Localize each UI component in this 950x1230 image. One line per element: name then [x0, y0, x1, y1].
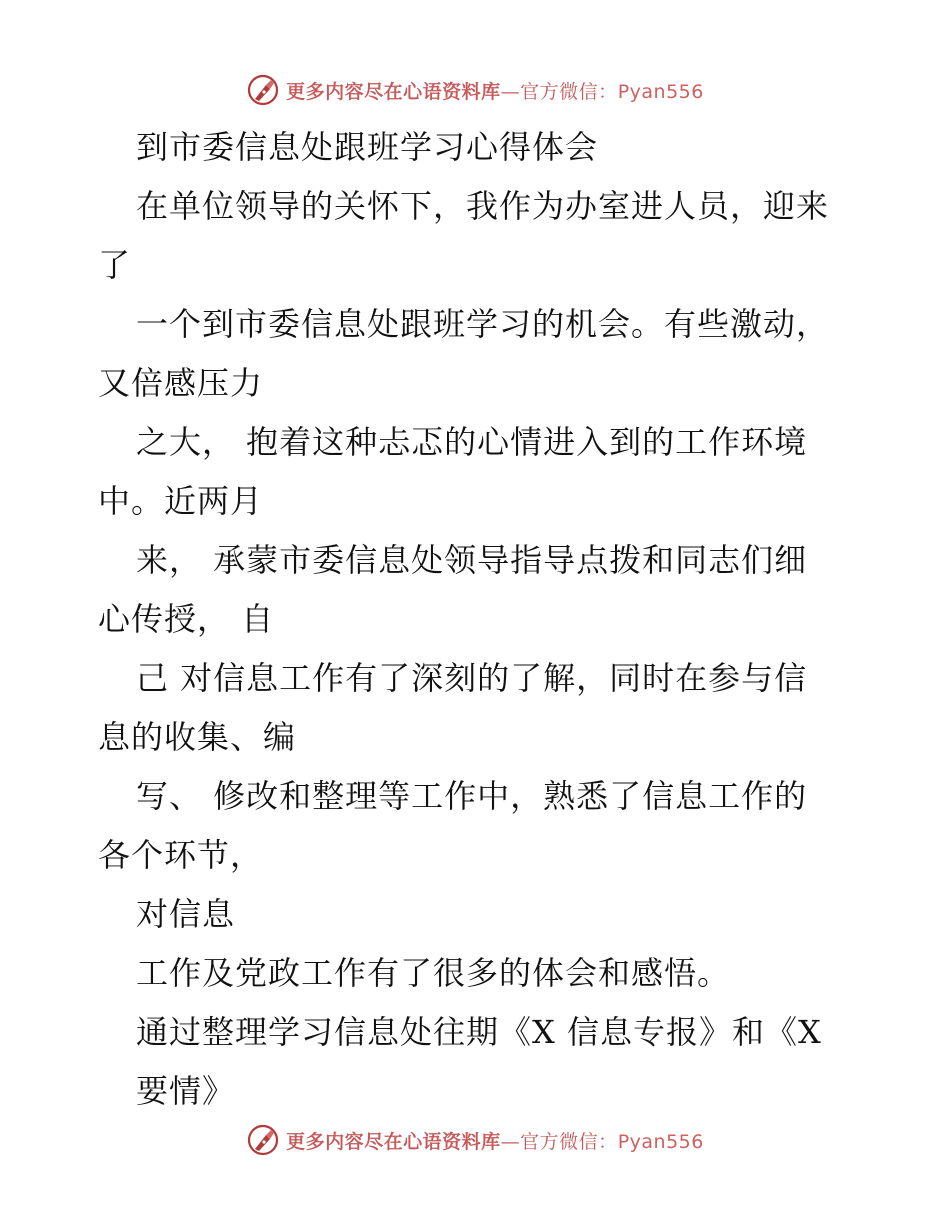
doc-line: 各个环节，	[98, 836, 264, 874]
document-body	[98, 118, 858, 1121]
pen-nib-circle-icon	[246, 1123, 280, 1157]
doc-line: 来， 承蒙市委信息处领导指导点拨和同志们细	[136, 541, 808, 579]
doc-line: 心传授， 自	[98, 600, 275, 638]
doc-line: 之大， 抱着这种忐忑的心情进入到的工作环境	[136, 423, 808, 461]
doc-line: 工作及党政工作有了很多的体会和感悟。	[136, 954, 731, 992]
doc-line: 己 对信息工作有了深刻的了解，同时在参与信	[136, 659, 808, 697]
doc-line: 对信息	[136, 895, 236, 933]
doc-line: 通过整理学习信息处往期《X 信息专报》和《X	[136, 1013, 822, 1051]
banner-separator: —	[500, 1130, 521, 1153]
doc-line: 了	[98, 246, 132, 284]
banner-wechat-label: 官方微信：	[520, 80, 618, 103]
doc-line: 中。近两月	[98, 482, 264, 520]
banner-main-text: 更多内容尽在心语资料库	[286, 1130, 501, 1153]
doc-line: 息的收集、编	[98, 718, 297, 756]
banner-separator: —	[500, 80, 521, 103]
pen-nib-circle-icon	[246, 73, 280, 107]
header-banner	[0, 72, 950, 108]
banner-main-text: 更多内容尽在心语资料库	[286, 80, 501, 103]
doc-title: 到市委信息处跟班学习心得体会	[136, 128, 599, 166]
banner-wechat-id: Pyan556	[617, 80, 704, 103]
banner-text	[286, 77, 704, 104]
banner-text	[286, 1127, 704, 1154]
doc-line: 在单位领导的关怀下，我作为办室进人员，迎来	[136, 187, 830, 225]
doc-line: 写、 修改和整理等工作中，熟悉了信息工作的	[136, 777, 808, 815]
banner-wechat-label: 官方微信：	[520, 1130, 618, 1153]
banner-wechat-id: Pyan556	[617, 1130, 704, 1153]
doc-line: 要情》	[136, 1072, 236, 1110]
doc-line: 一个到市委信息处跟班学习的机会。有些激动，	[136, 305, 830, 343]
footer-banner	[0, 1122, 950, 1158]
doc-line: 又倍感压力	[98, 364, 264, 402]
